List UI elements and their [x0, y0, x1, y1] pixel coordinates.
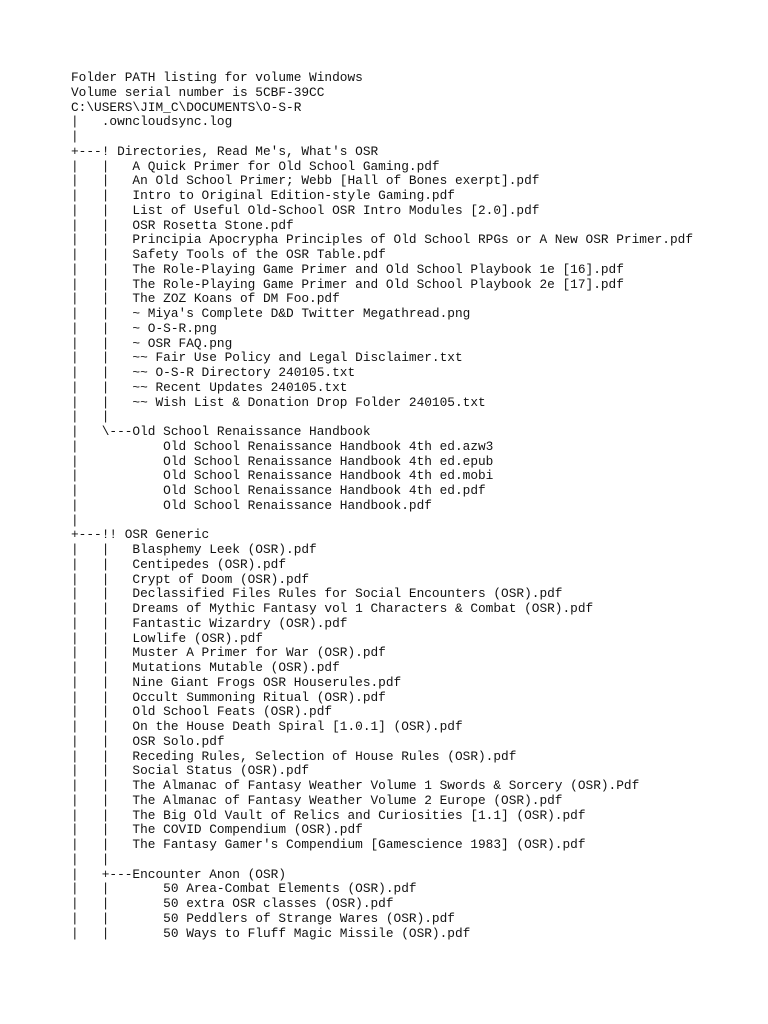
listing-line: | | Muster A Primer for War (OSR).pdf: [71, 645, 386, 661]
listing-line: | | Nine Giant Frogs OSR Houserules.pdf: [71, 674, 402, 690]
listing-line: | | Fantastic Wizardry (OSR).pdf: [71, 615, 348, 631]
listing-line: | | Receding Rules, Selection of House Rules (OSR).pdf: [71, 748, 517, 764]
listing-line: | | The Fantasy Gamer's Compendium [Gamescience 1983] (OSR).pdf: [71, 837, 586, 852]
listing-line: | | 50 Area-Combat Elements (OSR).pdf: [71, 881, 417, 897]
listing-line: | Old School Renaissance Handbook 4th ed.epub: [71, 453, 494, 469]
listing-line: | | The Role-Playing Game Primer and Old School Playbook 2e [17].pdf: [71, 276, 624, 292]
listing-line: | | An Old School Primer; Webb [Hall of Bones exerpt].pdf: [71, 173, 540, 189]
listing-line: | |: [71, 851, 110, 867]
listing-line: | | Safety Tools of the OSR Table.pdf: [71, 247, 386, 262]
listing-line: | | The Almanac of Fantasy Weather Volume 2 Europe (OSR).pdf: [71, 792, 563, 808]
listing-line: | | Intro to Original Edition-style Gaming.pdf: [71, 188, 455, 203]
directory-listing: [71, 71, 761, 941]
listing-line: | | The Almanac of Fantasy Weather Volume 1 Swords & Sorcery (OSR).Pdf: [71, 778, 640, 793]
listing-line: | | Social Status (OSR).pdf: [71, 763, 310, 779]
listing-line: | | On the House Death Spiral [1.0.1] (OSR).pdf: [71, 719, 463, 734]
listing-line: | | Crypt of Doom (OSR).pdf: [71, 571, 310, 587]
listing-line: |: [71, 129, 79, 144]
listing-line: | | Centipedes (OSR).pdf: [71, 556, 287, 572]
listing-line: | Old School Renaissance Handbook 4th ed.mobi: [71, 468, 494, 484]
listing-folder-line: | +---Encounter Anon (OSR): [71, 866, 287, 882]
listing-line: | | Old School Feats (OSR).pdf: [71, 704, 333, 720]
listing-line: |: [71, 512, 79, 528]
listing-line: | | ~~ Recent Updates 240105.txt: [71, 379, 348, 395]
listing-line: | |: [71, 409, 110, 425]
listing-line: | | Lowlife (OSR).pdf: [71, 630, 263, 646]
listing-line: | | The COVID Compendium (OSR).pdf: [71, 822, 363, 838]
listing-line: | | ~~ Wish List & Donation Drop Folder 240105.txt: [71, 394, 486, 410]
listing-line: | | Declassified Files Rules for Social Encounters (OSR).pdf: [71, 586, 563, 602]
listing-line: | Old School Renaissance Handbook 4th ed.pdf: [71, 483, 486, 498]
listing-line: | | 50 extra OSR classes (OSR).pdf: [71, 896, 394, 911]
listing-line: | | Mutations Mutable (OSR).pdf: [71, 660, 340, 675]
listing-line: | Old School Renaissance Handbook 4th ed.azw3: [71, 438, 494, 454]
listing-header-line: Volume serial number is 5CBF-39CC: [71, 84, 325, 100]
listing-line: | | Principia Apocrypha Principles of Old School RPGs or A New OSR Primer.pdf: [71, 232, 694, 248]
listing-line: | | ~~ O-S-R Directory 240105.txt: [71, 365, 356, 380]
listing-line: | | ~ O-S-R.png: [71, 320, 217, 336]
listing-line: | | Blasphemy Leek (OSR).pdf: [71, 542, 317, 557]
listing-header-line: Folder PATH listing for volume Windows: [71, 70, 363, 85]
listing-line: | .owncloudsync.log: [71, 114, 233, 130]
listing-line: | | 50 Ways to Fluff Magic Missile (OSR).pdf: [71, 925, 471, 941]
listing-line: | | The Big Old Vault of Relics and Curiosities [1.1] (OSR).pdf: [71, 807, 586, 823]
listing-folder-line: | \---Old School Renaissance Handbook: [71, 424, 371, 439]
listing-line: | | A Quick Primer for Old School Gaming.pdf: [71, 158, 440, 174]
listing-line: | | OSR Solo.pdf: [71, 733, 225, 749]
listing-line: | | ~~ Fair Use Policy and Legal Disclaimer.txt: [71, 350, 463, 366]
listing-line: | | Occult Summoning Ritual (OSR).pdf: [71, 689, 386, 705]
listing-line: | | The Role-Playing Game Primer and Old School Playbook 1e [16].pdf: [71, 261, 624, 277]
listing-line: | | ~ Miya's Complete D&D Twitter Megathread.png: [71, 306, 471, 321]
listing-folder-line: +---! Directories, Read Me's, What's OSR: [71, 143, 379, 159]
listing-line: | | Dreams of Mythic Fantasy vol 1 Characters & Combat (OSR).pdf: [71, 601, 594, 616]
listing-line: | | OSR Rosetta Stone.pdf: [71, 217, 294, 233]
listing-line: | | 50 Peddlers of Strange Wares (OSR).pdf: [71, 910, 455, 926]
listing-folder-line: +---!! OSR Generic: [71, 527, 210, 543]
listing-line: | Old School Renaissance Handbook.pdf: [71, 497, 432, 513]
listing-line: | | The ZOZ Koans of DM Foo.pdf: [71, 291, 340, 307]
listing-root-path: C:\USERS\JIM_C\DOCUMENTS\O-S-R: [71, 99, 302, 115]
listing-line: | | List of Useful Old-School OSR Intro Modules [2.0].pdf: [71, 202, 540, 218]
listing-line: | | ~ OSR FAQ.png: [71, 335, 233, 351]
